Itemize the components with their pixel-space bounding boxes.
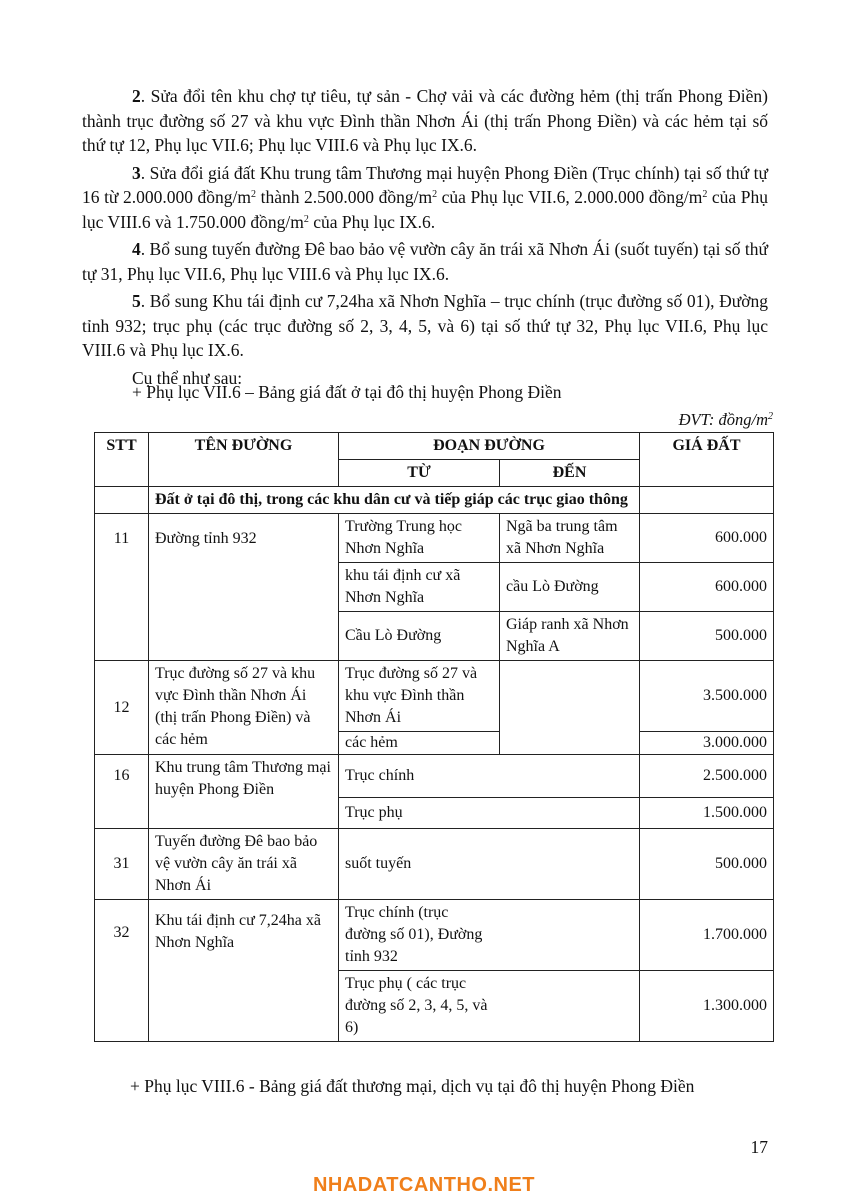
to-cell: Ngã ba trung tâm xã Nhơn Nghĩa: [500, 514, 640, 563]
paragraph-2: 2. Sửa đổi tên khu chợ tự tiêu, tự sản - Chợ vải và các đường hẻm (thị trấn Phong Điền) thành trục đường số 27 và khu vực Đình thần Nhơn Ái (thị trấn Phong Điền) và các hẻm tại số thứ tự 12, Phụ lục VII.6; Phụ lục VIII.6 và Phụ lục IX.6.: [82, 86, 768, 155]
next-table-caption: + Phụ lục VIII.6 - Bảng giá đất thương mại, dịch vụ tại đô thị huyện Phong Điền: [130, 1076, 695, 1096]
paragraph-4: 4. Bổ sung tuyến đường Đê bao bảo vệ vườn cây ăn trái xã Nhơn Ái (suốt tuyến) tại số thứ tự 31, Phụ lục VII.6, Phụ lục VIII.6 và Phụ lục IX.6.: [82, 239, 768, 284]
price-cell: 2.500.000: [640, 755, 774, 798]
from-cell: Trục chính: [339, 755, 640, 798]
road-name-cell: Trục đường số 27 và khu vực Đình thần Nhơn Ái (thị trấn Phong Điền) và các hẻm: [149, 661, 339, 755]
stt-cell: 11: [95, 514, 149, 661]
price-cell: 1.700.000: [640, 900, 774, 971]
table-row: [95, 487, 774, 514]
to-cell: cầu Lò Đường: [500, 563, 640, 612]
road-name-cell: Khu trung tâm Thương mại huyện Phong Điền: [149, 755, 339, 829]
price-cell: 600.000: [640, 514, 774, 563]
from-cell: Trường Trung học Nhơn Nghĩa: [339, 514, 500, 563]
from-cell: Trục phụ ( các trục đường số 2, 3, 4, 5, và 6): [339, 971, 640, 1042]
header-den: ĐẾN: [500, 460, 640, 487]
stt-cell: 31: [95, 829, 149, 900]
group-label: Đất ở tại đô thị, trong các khu dân cư và tiếp giáp các trục giao thông: [149, 487, 640, 514]
watermark: NHADATCANTHO.NET: [312, 1174, 536, 1196]
from-cell: Trục phụ: [339, 798, 640, 829]
road-name-cell: Tuyến đường Đê bao bảo vệ vườn cây ăn trái xã Nhơn Ái: [149, 829, 339, 900]
to-cell: Giáp ranh xã Nhơn Nghĩa A: [500, 612, 640, 661]
unit-label: ĐVT: đồng/$m^2$: [678, 410, 773, 429]
header-row: [95, 433, 774, 460]
to-cell: [500, 661, 640, 755]
table-caption: + Phụ lục VII.6 – Bảng giá đất ở tại đô thị huyện Phong Điền: [132, 382, 562, 402]
price-table: [94, 432, 774, 1042]
stt-cell: 32: [95, 900, 149, 1042]
price-cell: 1.500.000: [640, 798, 774, 829]
stt-cell: 12: [95, 661, 149, 755]
table-row: [95, 514, 774, 563]
price-cell: 3.000.000: [640, 732, 774, 755]
price-cell: 500.000: [640, 829, 774, 900]
price-cell: 1.300.000: [640, 971, 774, 1042]
page-number: 17: [750, 1137, 768, 1157]
body-text: [82, 84, 768, 393]
header-stt: STT: [95, 433, 149, 487]
paragraph-intro: Cụ thể như sau:: [132, 367, 243, 388]
price-cell: 500.000: [640, 612, 774, 661]
table-row: [95, 900, 774, 971]
table-row: [95, 661, 774, 732]
from-cell: Cầu Lò Đường: [339, 612, 500, 661]
header-ten-duong: TÊN ĐƯỜNG: [149, 433, 339, 487]
header-tu: TỪ: [339, 460, 500, 487]
from-cell: suốt tuyến: [339, 829, 640, 900]
price-cell: 3.500.000: [640, 661, 774, 732]
paragraph-5: 5. Bổ sung Khu tái định cư 7,24ha xã Nhơn Nghĩa – trục chính (trục đường số 01), Đường tỉnh 932; trục phụ (các trục đường số 2, 3, 4, 5, và 6) tại số thứ tự 32, Phụ lục VII.6, Phụ lục VIII.6 và Phụ lục IX.6.: [82, 291, 768, 360]
price-cell: 600.000: [640, 563, 774, 612]
from-cell: các hẻm: [339, 732, 500, 755]
paragraph-3: 3. Sửa đổi giá đất Khu trung tâm Thương mại huyện Phong Điền (Trục chính) tại số thứ tự 16 từ 2.000.000 đồng/$m^2$ thành 2.500.000 đồng/$m^2$ của Phụ lục VII.6, 2.000.000 đồng/$m^2$ của Phụ lục VIII.6 và 1.750.000 đồng/$m^2$ của Phụ lục IX.6.: [82, 162, 768, 232]
header-gia-dat: GIÁ ĐẤT: [640, 433, 774, 487]
header-doan-duong: ĐOẠN ĐƯỜNG: [339, 433, 640, 460]
from-cell: Trục chính (trục đường số 01), Đường tỉnh 932: [339, 900, 640, 971]
table-row: [95, 829, 774, 900]
road-name-cell: Khu tái định cư 7,24ha xã Nhơn Nghĩa: [149, 900, 339, 1042]
from-cell: khu tái định cư xã Nhơn Nghĩa: [339, 563, 500, 612]
road-name-cell: Đường tỉnh 932: [149, 514, 339, 661]
from-cell: Trục đường số 27 và khu vực Đình thần Nhơn Ái: [339, 661, 500, 732]
stt-cell: 16: [95, 755, 149, 829]
table-row: [95, 755, 774, 798]
